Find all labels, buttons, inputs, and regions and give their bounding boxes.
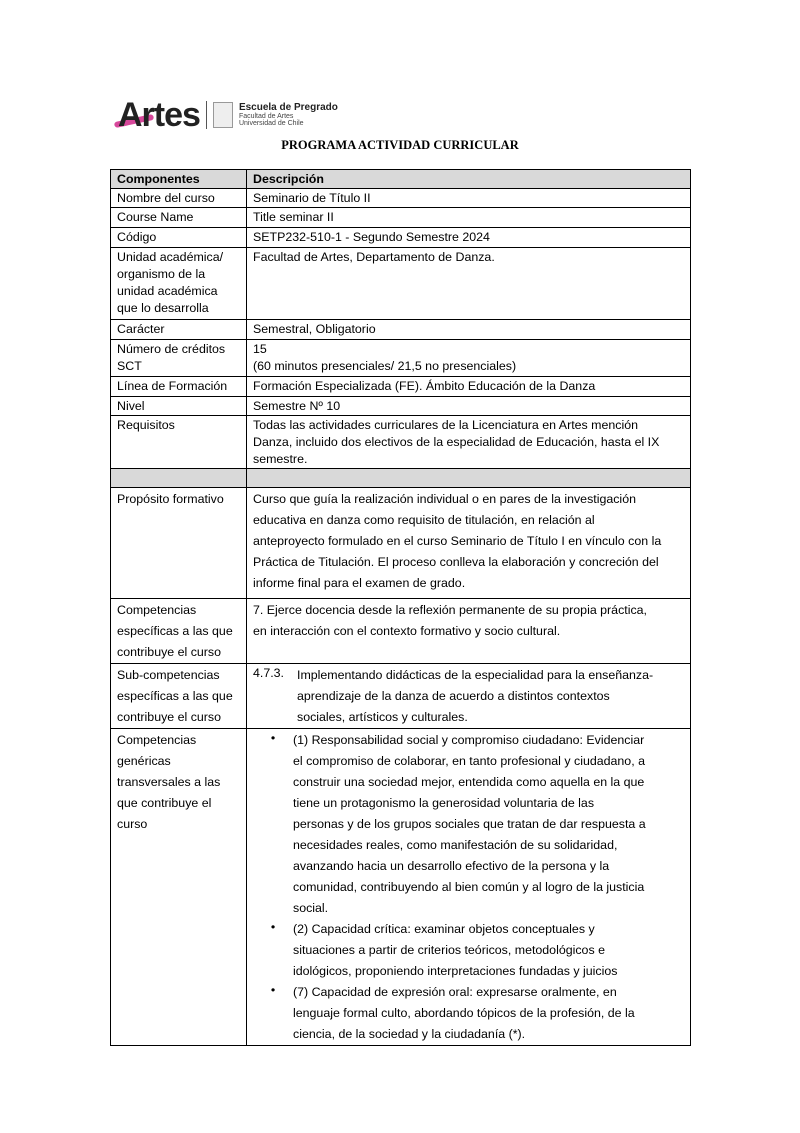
university-seal-icon	[213, 102, 233, 128]
value-line: anteproyecto formulado en el curso Seminario de Título I en vínculo con la	[253, 534, 662, 548]
bullet-line: (7) Capacidad de expresión oral: expresarse oralmente, en	[293, 985, 617, 999]
row-value	[247, 729, 691, 1046]
value-line: aprendizaje de la danza de acuerdo a distintos contextos	[297, 689, 610, 703]
label-line: Línea de Formación	[117, 379, 228, 393]
row-label	[111, 397, 247, 416]
logo-school: Escuela de Pregrado	[238, 102, 338, 113]
label-line: Unidad académica/	[117, 250, 224, 264]
label-line: Número de créditos	[117, 342, 226, 356]
label-line: transversales a las	[117, 775, 221, 789]
row-label	[111, 416, 247, 469]
bullet-line: situaciones a partir de criterios teóricos, metodológicos e	[293, 943, 605, 957]
table-row	[111, 397, 691, 416]
table-row	[111, 320, 691, 340]
label-line: Competencias	[117, 603, 197, 617]
row-label	[111, 340, 247, 377]
bullet-icon: •	[270, 731, 276, 745]
row-label	[111, 729, 247, 1046]
bullet-icon: •	[270, 983, 276, 997]
value-line: 15	[253, 342, 267, 356]
value-line: 7. Ejerce docencia desde la reflexión permanente de su propia práctica,	[253, 603, 647, 617]
header-components: Componentes	[111, 170, 247, 189]
row-label	[111, 469, 247, 488]
logo-faculty: Facultad de Artes	[238, 113, 294, 120]
bullet-line: lenguaje formal culto, abordando tópicos de la profesión, de la	[293, 1006, 635, 1020]
table-row	[111, 228, 691, 248]
value-line: semestre.	[253, 452, 308, 466]
row-value	[247, 488, 691, 599]
bullet-item	[253, 919, 684, 982]
table-row	[111, 729, 691, 1046]
label-line: que contribuye el	[117, 796, 212, 810]
table-row	[111, 248, 691, 320]
value-line: Implementando didácticas de la especialidad para la enseñanza-	[297, 668, 654, 682]
label-line: específicas a las que	[117, 624, 233, 638]
label-line: Nombre del curso	[117, 191, 215, 205]
label-line: Sub-competencias	[117, 668, 220, 682]
value-line: Danza, incluido dos electivos de la especialidad de Educación, hasta el IX	[253, 435, 660, 449]
label-line: que lo desarrolla	[117, 301, 209, 315]
header-description: Descripción	[247, 170, 691, 189]
bullet-line: personas y de los grupos sociales que tratan de dar respuesta a	[293, 817, 646, 831]
bullet-line: necesidades reales, como manifestación de su solidaridad,	[293, 838, 618, 852]
label-line: Nivel	[117, 399, 145, 413]
label-line: Código	[117, 230, 157, 244]
value-line: Facultad de Artes, Departamento de Danza.	[253, 250, 495, 264]
table-row	[111, 189, 691, 208]
row-label	[111, 377, 247, 397]
value-line: sociales, artísticos y culturales.	[297, 710, 468, 724]
row-label	[111, 228, 247, 248]
bullet-line: idológicos, proponiendo interpretaciones fundadas y juicios	[293, 964, 618, 978]
logo-university: Universidad de Chile	[238, 120, 304, 127]
row-value	[247, 340, 691, 377]
label-line: genéricas	[117, 754, 171, 768]
label-line: Carácter	[117, 322, 165, 336]
row-value	[247, 664, 691, 729]
row-label	[111, 488, 247, 599]
label-line: Propósito formativo	[117, 492, 224, 506]
value-line: en interacción con el contexto formativo y socio cultural.	[253, 624, 561, 638]
bullet-line: (1) Responsabilidad social y compromiso ciudadano: Evidenciar	[293, 733, 645, 747]
table-row	[111, 340, 691, 377]
table-row	[111, 208, 691, 228]
row-label	[111, 208, 247, 228]
bullet-item	[253, 982, 684, 1045]
value-line: educativa en danza como requisito de titulación, en relación al	[253, 513, 595, 527]
label-line: específicas a las que	[117, 689, 233, 703]
row-label	[111, 189, 247, 208]
logo-wordmark: Artes	[118, 96, 200, 135]
bullet-line: tiene un protagonismo la generosidad voluntaria de las	[293, 796, 595, 810]
value-line: Práctica de Titulación. El proceso conlleva la elaboración y concreción del	[253, 555, 659, 569]
value-line: Todas las actividades curriculares de la Licenciatura en Artes mención	[253, 418, 638, 432]
table-row	[111, 599, 691, 664]
label-line: SCT	[117, 359, 142, 373]
value-line: Curso que guía la realización individual o en pares de la investigación	[253, 492, 636, 506]
value-line: Seminario de Título II	[253, 191, 371, 205]
label-line: Course Name	[117, 210, 194, 224]
value-line: informe final para el examen de grado.	[253, 576, 466, 590]
table-row	[111, 416, 691, 469]
row-label	[111, 320, 247, 340]
value-line: SETP232-510-1 - Segundo Semestre 2024	[253, 230, 490, 244]
bullet-line: social.	[293, 901, 329, 915]
table-row	[111, 377, 691, 397]
row-value	[247, 228, 691, 248]
bullet-line: avanzando hacia un desarrollo efectivo de la persona y la	[293, 859, 610, 873]
table-row	[111, 488, 691, 599]
numbered-item	[253, 665, 684, 728]
row-value	[247, 248, 691, 320]
row-label	[111, 664, 247, 729]
table-row	[111, 469, 691, 488]
bullet-line: ciencia, de la sociedad y la ciudadanía (*).	[293, 1027, 526, 1041]
label-line: contribuye el curso	[117, 645, 221, 659]
label-line: Requisitos	[117, 418, 175, 432]
item-number: 4.7.3.	[253, 666, 285, 680]
value-line: Semestral, Obligatorio	[253, 322, 376, 336]
value-line: Semestre Nº 10	[253, 399, 341, 413]
row-value	[247, 416, 691, 469]
row-label	[111, 599, 247, 664]
artes-logo	[118, 95, 338, 135]
table-header	[111, 170, 691, 189]
row-value	[247, 377, 691, 397]
row-value	[247, 320, 691, 340]
value-line: (60 minutos presenciales/ 21,5 no presenciales)	[253, 359, 517, 373]
value-line: Formación Especializada (FE). Ámbito Educación de la Danza	[253, 379, 596, 393]
bullet-line: construir una sociedad mejor, entendida como aquella en la que	[293, 775, 645, 789]
row-value	[247, 599, 691, 664]
label-line: Competencias	[117, 733, 197, 747]
row-value	[247, 189, 691, 208]
bullet-icon: •	[270, 920, 276, 934]
page-title: PROGRAMA ACTIVIDAD CURRICULAR	[281, 138, 519, 152]
row-value	[247, 469, 691, 488]
row-value	[247, 397, 691, 416]
curriculum-table	[110, 169, 691, 1046]
value-line: Title seminar II	[253, 210, 334, 224]
bullet-line: el compromiso de colaborar, en tanto profesional y ciudadano, a	[293, 754, 645, 768]
label-line: unidad académica	[117, 284, 218, 298]
label-line: curso	[117, 817, 148, 831]
bullet-line: (2) Capacidad crítica: examinar objetos conceptuales y	[293, 922, 595, 936]
label-line: organismo de la	[117, 267, 206, 281]
row-value	[247, 208, 691, 228]
bullet-line: comunidad, contribuyendo al bien común y al logro de la justicia	[293, 880, 645, 894]
bullet-item	[253, 730, 684, 919]
table-row	[111, 664, 691, 729]
row-label	[111, 248, 247, 320]
label-line: contribuye el curso	[117, 710, 221, 724]
logo-divider	[206, 101, 207, 129]
